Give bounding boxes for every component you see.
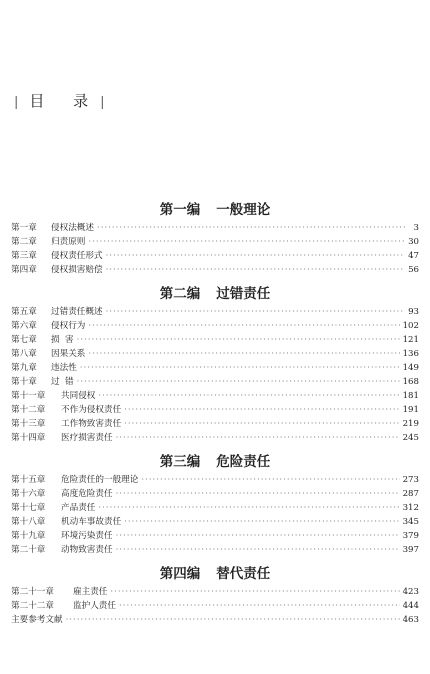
part-heading (11, 283, 419, 305)
leader-dots (77, 375, 400, 389)
chapter-number: 第十七章 (11, 503, 46, 513)
chapter-number: 第十章 (11, 377, 37, 387)
chapter-title: 环境污染责任 (61, 531, 113, 541)
leader-dots (116, 543, 400, 557)
leader-dots (88, 319, 399, 333)
leader-dots (106, 263, 405, 277)
leader-dots (116, 529, 400, 543)
chapter-title: 过 错 (51, 377, 74, 387)
chapter-number: 第一章 (11, 223, 37, 233)
chapter-title: 危险责任的一般理论 (61, 475, 139, 485)
chapter-title: 损 害 (51, 335, 74, 345)
part-number: 第二编 (159, 286, 201, 302)
leader-dots (66, 613, 400, 627)
page-number: 30 (408, 237, 419, 247)
chapter-list (11, 585, 419, 627)
page-number: 397 (402, 545, 419, 555)
part-name: 过错责任 (216, 286, 271, 302)
chapter-number: 第十二章 (11, 405, 46, 415)
chapter-number: 第七章 (11, 335, 37, 345)
page-number: 56 (408, 265, 419, 275)
chapter-number: 第十四章 (11, 433, 46, 443)
part-number: 第三编 (159, 454, 201, 470)
chapter-number: 第八章 (11, 349, 37, 359)
chapter-title: 过错责任概述 (51, 307, 103, 317)
toc-entry[interactable] (11, 333, 419, 347)
leader-dots (88, 235, 405, 249)
leader-dots (116, 487, 400, 501)
chapter-title: 工作物致害责任 (61, 419, 122, 429)
chapter-title: 雇主责任 (73, 587, 108, 597)
chapter-title: 共同侵权 (61, 391, 96, 401)
chapter-number: 第三章 (11, 251, 37, 261)
toc-entry[interactable] (11, 585, 419, 599)
part-heading (11, 451, 419, 473)
leader-dots (88, 347, 399, 361)
chapter-number: 第六章 (11, 321, 37, 331)
table-of-contents (11, 199, 419, 633)
chapter-title: 归责原则 (51, 237, 86, 247)
leader-dots (124, 417, 399, 431)
chapter-number: 第十三章 (11, 419, 46, 429)
title-bar-right: | (100, 95, 106, 110)
chapter-title: 违法性 (51, 363, 77, 373)
leader-dots (124, 515, 399, 529)
chapter-title: 侵权法概述 (51, 223, 94, 233)
page-number: 312 (402, 503, 419, 513)
toc-entry[interactable] (11, 221, 419, 235)
page-number: 287 (402, 489, 419, 499)
toc-entry[interactable] (11, 515, 419, 529)
toc-entry[interactable] (11, 361, 419, 375)
toc-entry[interactable] (11, 249, 419, 263)
leader-dots (124, 403, 399, 417)
chapter-title: 侵权损害赔偿 (51, 265, 103, 275)
leader-dots (106, 249, 405, 263)
page-number: 444 (402, 601, 419, 611)
chapter-number: 第二十二章 (11, 601, 54, 611)
page-number: 423 (402, 587, 419, 597)
chapter-number: 第十六章 (11, 489, 46, 499)
part-heading (11, 563, 419, 585)
toc-entry[interactable] (11, 403, 419, 417)
page-number: 463 (402, 615, 419, 625)
page-number: 168 (402, 377, 419, 387)
leader-dots (119, 599, 400, 613)
toc-entry[interactable] (11, 473, 419, 487)
part-name: 危险责任 (216, 454, 271, 470)
chapter-title: 监护人责任 (73, 601, 116, 611)
chapter-title: 侵权行为 (51, 321, 86, 331)
chapter-number: 第十一章 (11, 391, 46, 401)
chapter-title: 动物致害责任 (61, 545, 113, 555)
page-number: 136 (402, 349, 419, 359)
chapter-title: 高度危险责任 (61, 489, 113, 499)
part-number: 第一编 (159, 202, 201, 218)
chapter-title: 不作为侵权责任 (61, 405, 122, 415)
leader-dots (141, 473, 399, 487)
chapter-title: 因果关系 (51, 349, 86, 359)
page-title (14, 90, 106, 111)
chapter-number: 第十八章 (11, 517, 46, 527)
page-number: 93 (408, 307, 419, 317)
chapter-list (11, 221, 419, 277)
chapter-number: 第四章 (11, 265, 37, 275)
part-name: 替代责任 (216, 566, 271, 582)
toc-entry[interactable] (11, 529, 419, 543)
page-number: 273 (402, 475, 419, 485)
chapter-list (11, 305, 419, 445)
leader-dots (77, 333, 400, 347)
toc-entry[interactable] (11, 389, 419, 403)
chapter-number: 第二十章 (11, 545, 46, 555)
toc-entry[interactable] (11, 501, 419, 515)
chapter-title: 医疗损害责任 (61, 433, 113, 443)
toc-entry[interactable] (11, 347, 419, 361)
leader-dots (97, 221, 406, 235)
part-heading (11, 199, 419, 221)
chapter-number: 第九章 (11, 363, 37, 373)
chapter-title: 机动车事故责任 (61, 517, 122, 527)
page-number: 121 (402, 335, 419, 345)
page-number: 245 (402, 433, 419, 443)
leader-dots (98, 501, 399, 515)
toc-entry[interactable] (11, 375, 419, 389)
chapter-number: 第十九章 (11, 531, 46, 541)
toc-entry[interactable] (11, 319, 419, 333)
toc-entry[interactable] (11, 431, 419, 445)
part-name: 一般理论 (216, 202, 271, 218)
page-number: 345 (402, 517, 419, 527)
chapter-number: 第二章 (11, 237, 37, 247)
page-number: 191 (402, 405, 419, 415)
toc-entry[interactable] (11, 305, 419, 319)
chapter-number: 第五章 (11, 307, 37, 317)
page-number: 219 (402, 419, 419, 429)
page-number: 379 (402, 531, 419, 541)
chapter-title: 产品责任 (61, 503, 96, 513)
toc-entry[interactable] (11, 599, 419, 613)
chapter-title: 主要参考文献 (11, 615, 63, 625)
toc-entry[interactable] (11, 235, 419, 249)
title-bar-left: | (14, 95, 20, 110)
leader-dots (98, 389, 399, 403)
leader-dots (80, 361, 400, 375)
chapter-title: 侵权责任形式 (51, 251, 103, 261)
leader-dots (110, 585, 399, 599)
page-number: 149 (402, 363, 419, 373)
page-number: 181 (402, 391, 419, 401)
chapter-list (11, 473, 419, 557)
chapter-number: 第十五章 (11, 475, 46, 485)
page-number: 3 (413, 223, 419, 233)
toc-entry[interactable] (11, 613, 419, 627)
page-number: 47 (408, 251, 419, 261)
toc-entry[interactable] (11, 263, 419, 277)
toc-entry[interactable] (11, 543, 419, 557)
chapter-number: 第二十一章 (11, 587, 54, 597)
toc-entry[interactable] (11, 487, 419, 501)
part-number: 第四编 (159, 566, 201, 582)
title-text: 目 录 (29, 92, 101, 110)
leader-dots (116, 431, 400, 445)
leader-dots (106, 305, 405, 319)
toc-entry[interactable] (11, 417, 419, 431)
page-number: 102 (402, 321, 419, 331)
